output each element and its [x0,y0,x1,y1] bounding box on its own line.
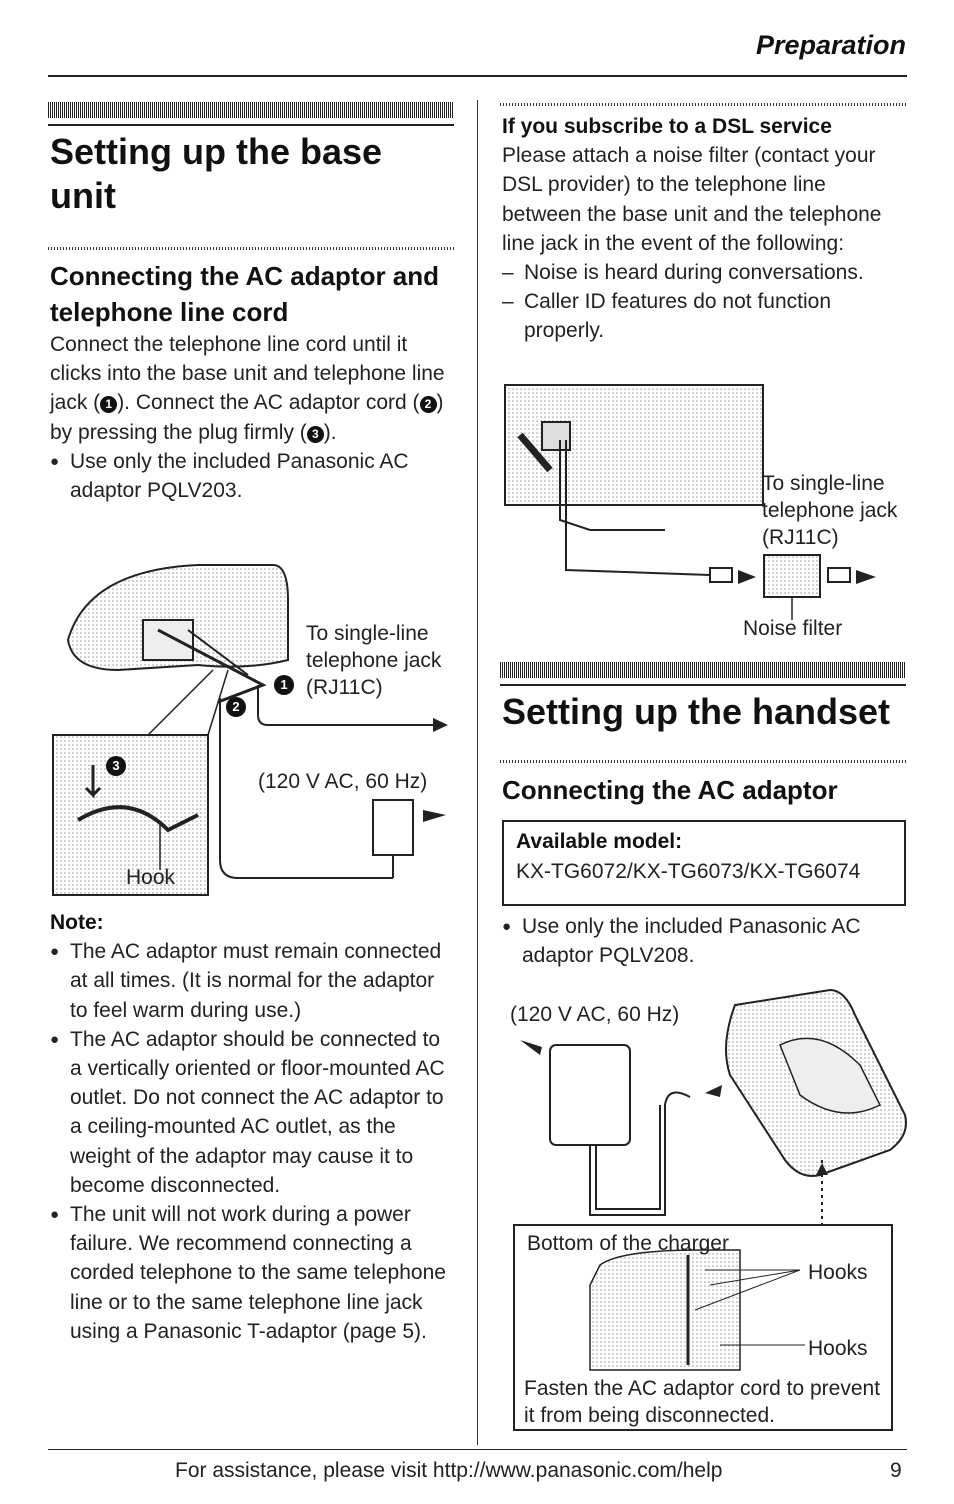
intro-text-d: ). [323,420,337,444]
power-label-right: (120 V AC, 60 Hz) [510,1003,680,1026]
marker-2-icon: 2 [226,697,246,717]
charger-bottom-label: Bottom of the charger [527,1232,729,1255]
footer-rule [48,1449,907,1450]
power-label-left: (120 V AC, 60 Hz) [258,770,428,793]
bullet-adaptor: ● Use only the included Panasonic AC adaptor PQLV203. [50,447,455,505]
footer-assist-text: For assistance, please visit http://www.panasonic.com/help [175,1459,723,1482]
intro-paragraph [50,330,455,505]
noise-filter-label: Noise filter [743,617,843,640]
number-1-icon: 1 [100,396,117,413]
hooks-label-1: Hooks [808,1261,868,1284]
dsl-section [502,112,907,346]
divider-left [48,247,454,250]
title-underline-right [500,684,906,686]
dsl-item-2: – Caller ID features do not function properly. [502,287,907,345]
note-item-1: ● The AC adaptor must remain connected at all times. (It is normal for the adaptor to feel warm during use.) [50,937,455,1025]
header-rule [48,75,907,77]
model-box-title: Available model: [516,830,683,853]
title-bar-left [48,102,454,118]
note-section [50,908,455,1346]
charger-diagram [500,985,910,1435]
base-unit-illustration [48,560,458,900]
jack-label-left: To single-line telephone jack (RJ11C) [306,622,442,699]
marker-3-icon: 3 [106,756,126,776]
subsection-title-left: Connecting the AC adaptor and telephone line cord [50,261,440,327]
marker-1-icon: 1 [274,675,294,695]
divider-right-top [500,103,906,106]
handset-subsection: Connecting the AC adaptor [502,775,838,805]
hooks-label-2: Hooks [808,1337,868,1360]
hook-label: Hook [126,866,176,889]
title-bar-right [500,662,906,678]
model-list: KX-TG6072/KX-TG6073/KX-TG6074 [516,860,861,883]
note-item-3: ● The unit will not work during a power failure. We recommend connecting a corded telephone to the same telephone line or to the same telephone line jack using a Panasonic T-adaptor (page 5). [50,1200,455,1346]
page-number: 9 [890,1459,902,1482]
base-unit-diagram [48,560,458,900]
noise-filter-diagram [500,380,906,650]
handset-title: Setting up the handset [502,691,891,732]
column-divider [477,100,478,1445]
intro-text-b: ). Connect the AC adaptor cord ( [117,391,420,415]
title-underline-left [48,124,454,126]
dsl-text: Please attach a noise filter (contact your DSL provider) to the telephone line between the base unit and the telephone line jack in the event of the following: [502,144,882,255]
divider-right-mid [500,760,906,763]
page-title: Setting up the base unit [50,131,383,216]
dsl-item-1: – Noise is heard during conversations. [502,258,907,287]
charger-caption: Fasten the AC adaptor cord to prevent it from being disconnected. [524,1377,881,1427]
section-header: Preparation [755,30,906,60]
charger-illustration [500,985,910,1435]
note-item-2: ● The AC adaptor should be connected to a vertically oriented or floor-mounted AC outlet. Do not connect the AC adaptor to a ceiling-mounted AC outlet, as the weight of the adaptor may cause it to become disconnected. [50,1025,455,1200]
handset-bullet-block [502,912,907,970]
intro-text-c: ) by pressing the plug firmly ( [50,391,444,444]
note-title: Note: [50,911,104,934]
handset-bullet: ● Use only the included Panasonic AC adaptor PQLV208. [502,912,907,970]
number-3-icon: 3 [307,426,324,443]
intro-text-a: Connect the telephone line cord until it clicks into the base unit and telephone line jack ( [50,333,445,415]
jack-label-right: To single-line telephone jack (RJ11C) [762,472,898,549]
model-box [502,820,906,906]
number-2-icon: 2 [420,396,437,413]
dsl-title: If you subscribe to a DSL service [502,115,832,138]
